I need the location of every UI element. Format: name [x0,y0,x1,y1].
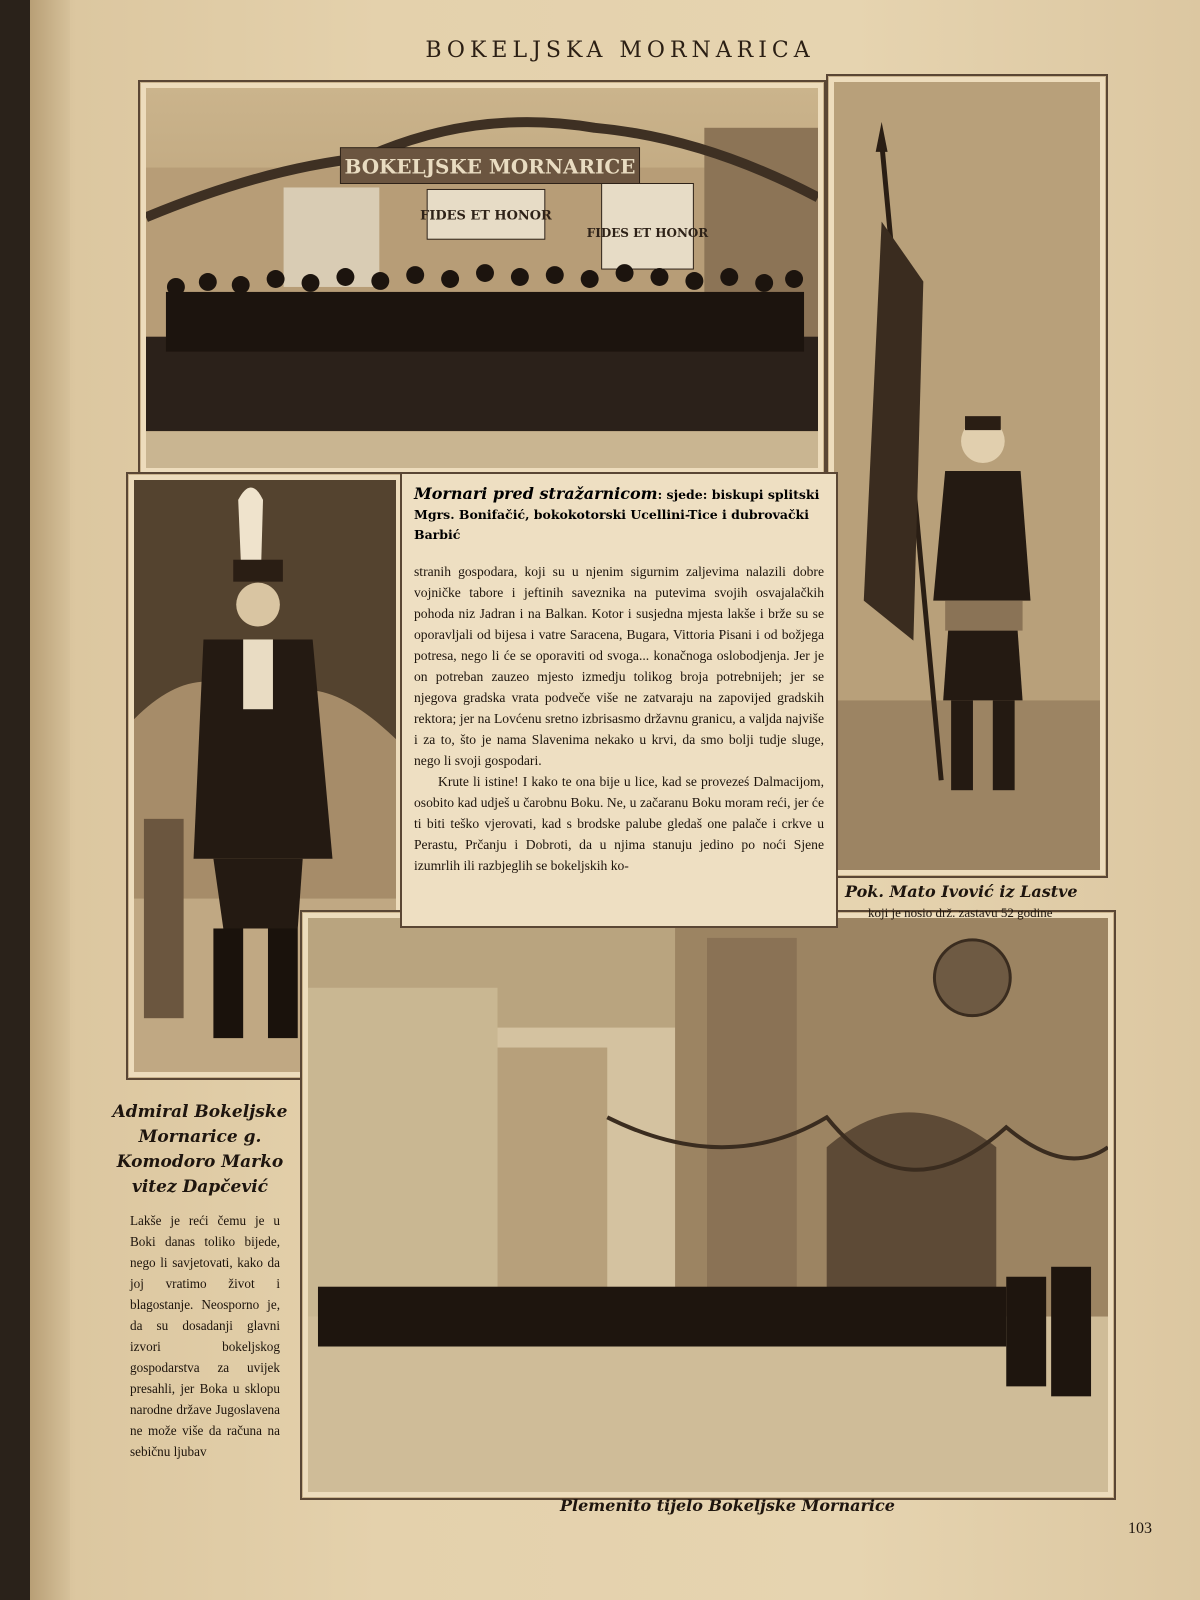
top-caption-rest: : sjede: biskupi splitski Mgrs. Bonifačić, bokokotorski Ucellini-Tice i dubrovački Barbić [414,487,820,542]
page-header: BOKELJSKA MORNARICA [425,38,815,63]
sign-right-text: FIDES ET HONOR [586,226,709,241]
page-spine [30,0,70,1600]
admiral-caption: Admiral Bokeljske Mornarice g. Komodoro Marko vitez Dapčević [112,1102,288,1197]
photo-frame-flag-bearer [826,74,1108,878]
sign-left-text: FIDES ET HONOR [420,208,552,224]
photo-frame-group [138,80,826,476]
square-photo [308,918,1108,1492]
photo-frame-square [300,910,1116,1500]
flag-bearer-subcaption: koji je nosio drž. zastavu 52 godine [868,905,1053,920]
group-photo [146,88,818,468]
top-caption-lead: Mornari pred stražarnicom [414,484,658,503]
flag-bearer-caption: Pok. Mato Ivović iz Lastve [845,882,1078,901]
flag-bearer-photo [834,82,1100,870]
square-photo-caption: Plemenito tijelo Bokeljske Mornarice [560,1496,895,1515]
top-photo-caption [414,484,824,545]
banner-text: BOKELJSKE MORNARICE [344,154,636,179]
article-textbox [400,472,838,928]
left-column-text: Lakše je reći čemu je u Boki danas toliko bijede, nego li savjetovati, kako da joj vratimo život i blagostanje. Neosporno je, da su dosadanji glavni izvori bokeljskog gospodarstva za uvijek presahli, jer Boka u sklopu narodne države Jugoslavena ne može više da računa na sebičnu ljubav [130,1213,280,1459]
page-number: 103 [1128,1520,1152,1537]
article-body [414,561,824,876]
article-paragraph-1: stranih gospodara, koji su u njenim sigurnim zaljevima nalazili dobre vojničke tabore i jeftinih saveznika na putevima svojih osvajalačkih pohoda niz Jadran i na Balkan. Kotor i susjedna mjesta lakše i brže su se oporavljali od bijesa i vatre Saracena, Bugara, Vittoria Pisani i od božjega potresa, nego li će se oporaviti od svoga... konačnoga oslobodjenja. Jer je on potreban zauzeo mjesto izmedju tolikog broja potrebnijeh; jer se njegova gradska vrata podveče više ne zatvaraju na zapovijed gradskih rektora; jer na Lovćenu sretno izbrisasmo državnu granicu, a valjda najviše i za to, što je nama Slavenima nekako u krvi, da smo bolji tudje sluge, nego li svoji gospodari. [414,564,824,768]
article-paragraph-2: Krute li istine! I kako te ona bije u lice, kad se proveześ Dalmacijom, osobito kad udješ u čarobnu Boku. Ne, u začaranu Boku moram reći, jer će ti biti teško vjerovati, kad s brodske palube gledaš one palače i crkve u Perastu, Prčanju i Dobroti, da u njima stanuju jedino po noći Sjene izumrlih ili razbjeglih se bokeljskih ko- [414,774,824,873]
